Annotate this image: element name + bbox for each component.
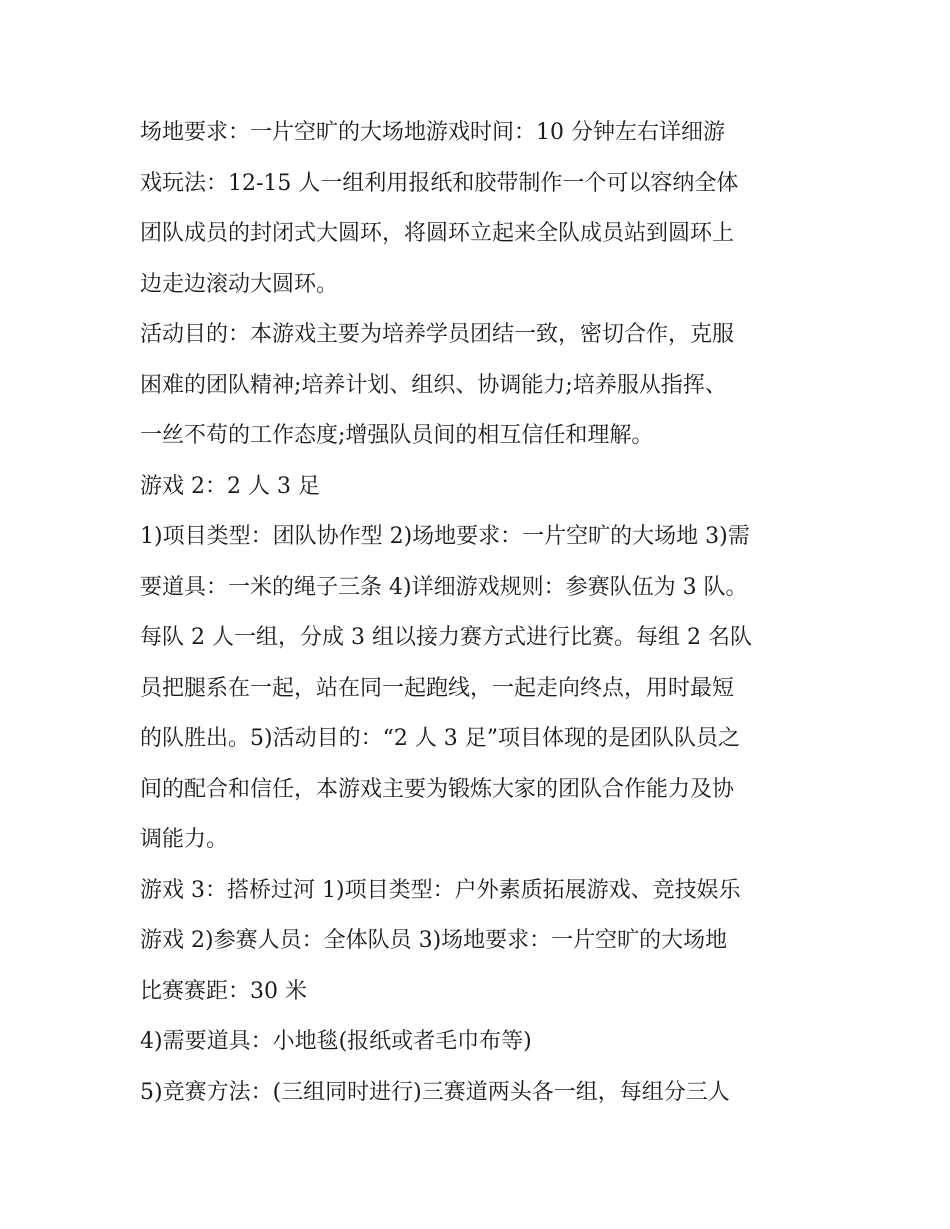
text-line: 间的配合和信任，本游戏主要为锻炼大家的团队合作能力及协 xyxy=(140,776,735,802)
text-line: 戏玩法：12-15 人一组利用报纸和胶带制作一个可以容纳全体 xyxy=(140,170,739,196)
text-line: 游戏 2)参赛人员：全体队员 3)场地要求：一片空旷的大场地 xyxy=(140,928,728,953)
text-line: 活动目的：本游戏主要为培养学员团结一致，密切合作，克服 xyxy=(140,322,735,347)
text-line: 4)需要道具：小地毯(报纸或者毛巾布等) xyxy=(140,1029,532,1054)
section-heading: 游戏 2：2 人 3 足 xyxy=(140,473,320,499)
text-line: 调能力。 xyxy=(140,827,229,852)
text-line: 1)项目类型：团队协作型 2)场地要求：一片空旷的大场地 3)需 xyxy=(140,524,750,549)
text-line: 每队 2 人一组，分成 3 组以接力赛方式进行比赛。每组 2 名队 xyxy=(140,625,752,650)
text-line: 的队胜出。5)活动目的：“2 人 3 足”项目体现的是团队队员之 xyxy=(140,726,741,751)
section-heading: 游戏 3：搭桥过河 1)项目类型：户外素质拓展游戏、竞技娱乐 xyxy=(140,877,741,903)
document-body xyxy=(140,108,820,1118)
text-line: 边走边滚动大圆环。 xyxy=(140,271,339,297)
text-line: 一丝不苟的工作态度;增强队员间的相互信任和理解。 xyxy=(140,423,654,448)
text-line: 5)竞赛方法：(三组同时进行)三赛道两头各一组，每组分三人 xyxy=(140,1079,730,1105)
text-line: 困难的团队精神;培养计划、组织、协调能力;培养服从指挥、 xyxy=(140,372,727,398)
text-line: 场地要求：一片空旷的大场地游戏时间：10 分钟左右详细游 xyxy=(140,120,725,145)
text-line: 要道具：一米的绳子三条 4)详细游戏规则：参赛队伍为 3 队。 xyxy=(140,574,748,600)
text-line: 团队成员的封闭式大圆环，将圆环立起来全队成员站到圆环上 xyxy=(140,221,735,246)
text-line: 比赛赛距：30 米 xyxy=(140,978,307,1004)
text-line: 员把腿系在一起，站在同一起跑线，一起走向终点，用时最短 xyxy=(140,675,735,701)
